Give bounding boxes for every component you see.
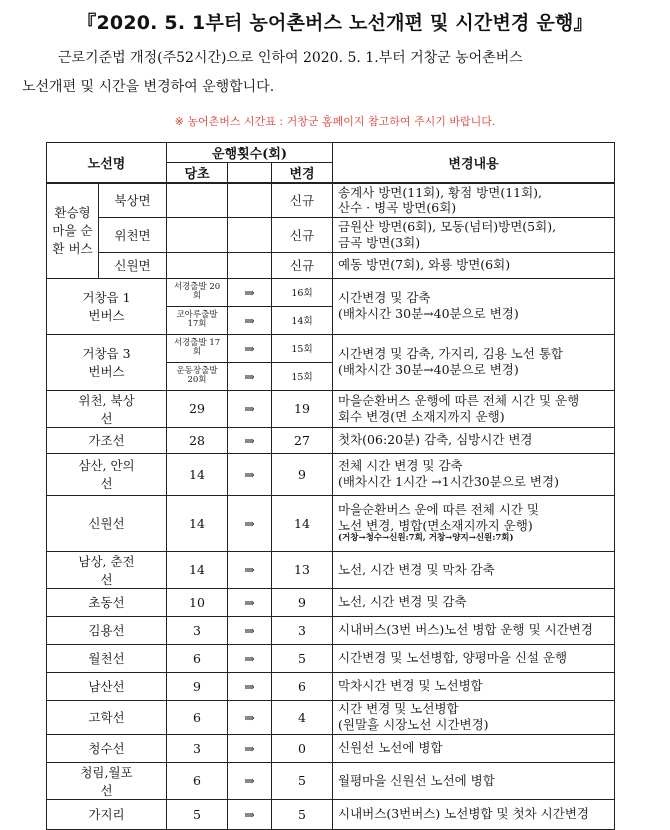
change-details-line: 회수 변경(면 소재지까지 운행) [338, 408, 505, 424]
before-count: 9 [167, 672, 228, 700]
change-details: 예동 방면(7회), 와룡 방면(6회) [333, 252, 615, 278]
after-count: 0 [272, 734, 333, 762]
change-details-line: 마을순환버스 운에 따른 전체 시간 및 [338, 502, 540, 518]
change-details-line: 노선, 시간 변경 및 감축 [338, 594, 467, 610]
route-name: 위천면 [99, 217, 167, 252]
change-details-line: 노선, 시간 변경 및 막차 감축 [338, 561, 495, 577]
change-details-line: 노선 변경, 병합(면소재지까지 운행) [338, 517, 533, 533]
route-name: 신원선 [47, 495, 167, 551]
route-name: 남산선 [47, 672, 167, 700]
header-arrow [228, 163, 272, 184]
before-count: 14 [167, 495, 228, 551]
after-count: 신규 [272, 252, 333, 278]
arrow-icon: ⇒ [228, 672, 272, 700]
arrow-icon: ⇒ [228, 551, 272, 588]
arrow-icon: ⇒ [228, 306, 272, 334]
before-count: 6 [167, 762, 228, 799]
change-details: 송계사 방면(11회), 황점 방면(11회), 산수 · 병곡 방면(6회) [333, 183, 615, 217]
change-details-line: (거창→청수→신원:7회, 거창→양지→신원:7회) [338, 533, 514, 544]
route-name: 위천, 북상선 [47, 390, 167, 427]
change-details [333, 672, 615, 700]
route-name: 신원면 [99, 252, 167, 278]
after-count: 13 [272, 551, 333, 588]
change-details [333, 762, 615, 799]
change-details [333, 588, 615, 616]
route-name: 김용선 [47, 616, 167, 644]
change-details [333, 427, 615, 453]
change-details: 금원산 방면(6회), 모동(넘터)방면(5회), 금곡 방면(3회) [333, 217, 615, 252]
table-row [47, 616, 615, 644]
table-row [47, 252, 615, 278]
after-count: 4 [272, 700, 333, 734]
village-group-name: 환승형 마을 순환 버스 [47, 183, 99, 278]
after-count: 9 [272, 588, 333, 616]
route-name: 거창읍 1번버스 [47, 278, 167, 334]
change-details-line: 시내버스(3번 버스)노선 병합 운행 및 시간변경 [338, 622, 593, 638]
arrow-icon: ⇒ [228, 427, 272, 453]
after-count: 15회 [272, 334, 333, 362]
header-after: 변경 [272, 163, 333, 184]
before-count: 3 [167, 734, 228, 762]
before-count: 14 [167, 551, 228, 588]
intro-line-1: 근로기준법 개정(주52시간)으로 인하여 2020. 5. 1.부터 거창군 농어촌버스 [58, 50, 523, 66]
route-name: 삼산, 안의선 [47, 453, 167, 495]
change-details [333, 551, 615, 588]
header-change-details: 변경내용 [333, 143, 615, 184]
table-row [47, 672, 615, 700]
after-count: 9 [272, 453, 333, 495]
change-details-line: 시간 변경 및 노선병합 [338, 701, 459, 717]
arrow-icon: ⇒ [228, 799, 272, 829]
header-before: 당초 [167, 163, 228, 184]
route-name: 초동선 [47, 588, 167, 616]
change-details-line: (배차시간 1시간 →1시간30분으로 변경) [338, 474, 559, 489]
before-count: 3 [167, 616, 228, 644]
before-count: 29 [167, 390, 228, 427]
arrow-icon: ⇒ [228, 762, 272, 799]
change-details-line: (원말흘 시장노선 시간변경) [338, 717, 489, 732]
table-row [47, 183, 615, 217]
table-row [47, 644, 615, 672]
table-row [47, 334, 615, 362]
change-details-line: 전체 시간 변경 및 감축 [338, 458, 463, 474]
change-details-line: 마을순환버스 운행에 따른 전체 시간 및 운행 [338, 392, 580, 408]
arrow-icon: ⇒ [228, 390, 272, 427]
arrow-icon: ⇒ [228, 495, 272, 551]
route-name: 가조선 [47, 427, 167, 453]
after-count: 14회 [272, 306, 333, 334]
change-details-line: 첫차(06:20분) 감축, 심방시간 변경 [338, 432, 533, 448]
after-count: 5 [272, 799, 333, 829]
change-details-line: 월평마을 신원선 노선에 병합 [338, 772, 495, 788]
change-details-line: 시간변경 및 노선병합, 양평마을 신설 운행 [338, 650, 568, 666]
intro-line-2: 노선개편 및 시간을 변경하여 운행합니다. [22, 79, 275, 95]
arrow-icon: ⇒ [228, 588, 272, 616]
route-name: 청수선 [47, 734, 167, 762]
route-name: 청림,월포선 [47, 762, 167, 799]
change-details [333, 700, 615, 734]
route-name: 고학선 [47, 700, 167, 734]
before-count: 서경출발 20회 [167, 278, 228, 306]
change-details-line: 신원선 노선에 병합 [338, 740, 443, 756]
after-count: 6 [272, 672, 333, 700]
before-count: 28 [167, 427, 228, 453]
change-details [333, 616, 615, 644]
arrow-icon: ⇒ [228, 700, 272, 734]
header-route-name: 노선명 [47, 143, 167, 184]
change-details: 시간변경 및 감축, 가지리, 김용 노선 통합 (배차시간 30분→40분으로 변경) [333, 334, 615, 390]
change-details [333, 390, 615, 427]
change-details [333, 644, 615, 672]
table-row [47, 588, 615, 616]
table-row [47, 217, 615, 252]
header-operation-count: 운행횟수(회) [167, 143, 333, 163]
notice-title: 『2020. 5. 1부터 농어촌버스 노선개편 및 시간변경 운행』 [77, 12, 593, 34]
after-count: 5 [272, 762, 333, 799]
table-row [47, 734, 615, 762]
table-row [47, 495, 615, 551]
route-change-table [46, 142, 615, 830]
change-details-line: 막차시간 변경 및 노선병합 [338, 678, 483, 694]
table-row [47, 551, 615, 588]
before-count: 코아루출발 17회 [167, 306, 228, 334]
change-details [333, 734, 615, 762]
route-name: 가지리 [47, 799, 167, 829]
change-details [333, 453, 615, 495]
arrow-icon: ⇒ [228, 362, 272, 390]
table-row [47, 278, 615, 306]
route-name: 남상, 춘전선 [47, 551, 167, 588]
route-name: 거창읍 3번버스 [47, 334, 167, 390]
after-count: 신규 [272, 217, 333, 252]
before-count: 6 [167, 700, 228, 734]
after-count: 신규 [272, 183, 333, 217]
after-count: 14 [272, 495, 333, 551]
after-count: 16회 [272, 278, 333, 306]
change-details-line: 시내버스(3번버스) 노선병합 및 첫차 시간변경 [338, 806, 589, 822]
after-count: 27 [272, 427, 333, 453]
table-row [47, 453, 615, 495]
before-count: 운동장출발 20회 [167, 362, 228, 390]
after-count: 3 [272, 616, 333, 644]
table-row [47, 390, 615, 427]
before-count: 서경출발 17회 [167, 334, 228, 362]
route-name: 월천선 [47, 644, 167, 672]
change-details [333, 799, 615, 829]
table-row [47, 799, 615, 829]
before-count: 5 [167, 799, 228, 829]
before-count: 14 [167, 453, 228, 495]
timetable-note: ※ 농어촌버스 시간표 : 거창군 홈페이지 참고하여 주시기 바랍니다. [174, 115, 496, 128]
table-row [47, 762, 615, 799]
after-count: 19 [272, 390, 333, 427]
before-count: 10 [167, 588, 228, 616]
change-details [333, 495, 615, 551]
arrow-icon: ⇒ [228, 334, 272, 362]
after-count: 5 [272, 644, 333, 672]
after-count: 15회 [272, 362, 333, 390]
table-body [47, 183, 615, 829]
arrow-icon: ⇒ [228, 616, 272, 644]
arrow-icon: ⇒ [228, 644, 272, 672]
arrow-icon: ⇒ [228, 278, 272, 306]
arrow-icon: ⇒ [228, 453, 272, 495]
table-row [47, 700, 615, 734]
route-name: 북상면 [99, 183, 167, 217]
before-count: 6 [167, 644, 228, 672]
change-details: 시간변경 및 감축 (배차시간 30분→40분으로 변경) [333, 278, 615, 334]
arrow-icon: ⇒ [228, 734, 272, 762]
table-row [47, 427, 615, 453]
